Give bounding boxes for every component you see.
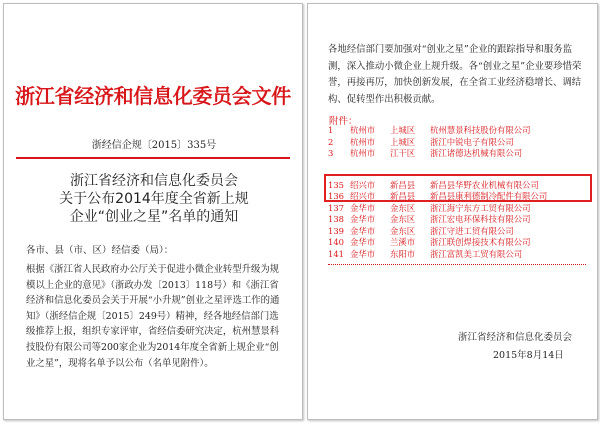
row-number: 138 — [328, 214, 344, 224]
row-number: 2 — [328, 136, 334, 147]
salutation: 各市、县（市、区）经信委（局）： — [26, 245, 174, 256]
row-city: 金华市 — [350, 248, 376, 259]
row-city: 杭州市 — [350, 125, 376, 135]
attachment-label: 附件： — [329, 116, 358, 127]
row-company: 新昌县康利德制冷配件有限公司 — [430, 191, 548, 201]
row-company: 浙江海宁东方工贸有限公司 — [430, 202, 531, 213]
row-number: 3 — [328, 148, 334, 158]
row-number: 135 — [328, 179, 344, 190]
row-company: 浙江富凯美工贸有限公司 — [430, 248, 523, 259]
attachment-row — [326, 148, 588, 160]
row-number: 140 — [328, 237, 344, 247]
row-county: 金东区 — [390, 214, 416, 224]
row-city: 杭州市 — [350, 148, 376, 158]
row-county: 新昌县 — [390, 191, 416, 201]
title-line: 企业“创业之星”名单的通知 — [69, 209, 239, 225]
row-company: 浙江守进工贸有限公司 — [430, 225, 514, 236]
row-county: 上城区 — [390, 136, 416, 147]
row-city: 金华市 — [350, 225, 376, 236]
attachment-row — [326, 226, 588, 238]
row-city: 金华市 — [350, 214, 376, 224]
attachment-row — [326, 137, 588, 149]
row-company: 杭州慧景科技股份有限公司 — [430, 125, 531, 135]
issuer-name: 浙江省经济和信息化委员会 — [458, 332, 573, 343]
attachment-row — [326, 214, 588, 226]
row-city: 绍兴市 — [350, 179, 376, 190]
row-company: 浙江联创焊接技术有限公司 — [430, 237, 531, 247]
title-line: 关于公布2014年度全省新上规 — [59, 191, 249, 207]
continuation-paragraph: 各地经信部门要加强对“创业之星”企业的跟踪指导和服务监测，深入推动小微企业上规升级。各“创业之星”企业要珍惜荣誉，再接再厉，加快创新发展，在全省工业经济稳增长、调结构、促转型作出积极贡献。 — [328, 44, 582, 105]
title-line: 浙江省经济和信息化委员会 — [70, 173, 238, 189]
body-paragraph: 根据《浙江省人民政府办公厅关于促进小微企业转型升级为规模以上企业的意见》（浙政办发〔2013〕118号）和《浙江省经济和信息化委员会关于开展“小升规”创业之星评选工作的通知》（浙经信企规〔2015〕249号）精神，经各地经信部门选级推荐上报，组织专家评审，省经信委研究决定，杭州慧景科技股份有限公司等200家企业为2014年度全省新上规企业“创业之星”，现将名单予以公布（名单见附件）。 — [26, 264, 280, 369]
row-county: 上城区 — [390, 125, 416, 135]
row-county: 金东区 — [390, 225, 416, 236]
attachment-row — [326, 249, 588, 261]
attachment-group-bottom — [326, 203, 588, 261]
left-document-page — [3, 3, 303, 420]
list-gap — [326, 160, 588, 171]
row-city: 金华市 — [350, 202, 376, 213]
red-divider-line — [16, 157, 290, 159]
attachment-row — [326, 237, 588, 249]
document-number: 浙经信企规〔2015〕335号 — [91, 140, 217, 151]
row-number: 136 — [328, 191, 344, 201]
highlight-box — [324, 174, 592, 202]
row-county: 新昌县 — [390, 179, 416, 190]
document-header: 浙江省经济和信息化委员会文件 — [15, 84, 291, 108]
issue-date: 2015年8月14日 — [493, 350, 564, 361]
row-city: 金华市 — [350, 237, 376, 247]
row-number: 141 — [328, 248, 344, 259]
document-title — [4, 172, 304, 226]
row-company: 浙江中锐电子有限公司 — [430, 136, 514, 147]
row-company: 浙江宏电环保科技有限公司 — [430, 214, 531, 224]
right-document-page — [307, 3, 598, 420]
row-number: 137 — [328, 202, 344, 213]
row-city: 绍兴市 — [350, 191, 376, 201]
row-county: 东阳市 — [390, 248, 416, 259]
row-company: 新昌县华野农业机械有限公司 — [430, 179, 539, 190]
row-company: 浙江诸德达机械有限公司 — [430, 148, 523, 158]
row-number: 139 — [328, 225, 344, 236]
attachment-row — [326, 125, 588, 137]
row-county: 江干区 — [390, 148, 416, 158]
row-county: 兰溪市 — [390, 237, 416, 247]
row-number: 1 — [328, 125, 334, 135]
dotted-separator — [328, 264, 586, 265]
attachment-group-top — [326, 125, 588, 160]
row-county: 金东区 — [390, 202, 416, 213]
attachment-row — [326, 203, 588, 215]
row-city: 杭州市 — [350, 136, 376, 147]
